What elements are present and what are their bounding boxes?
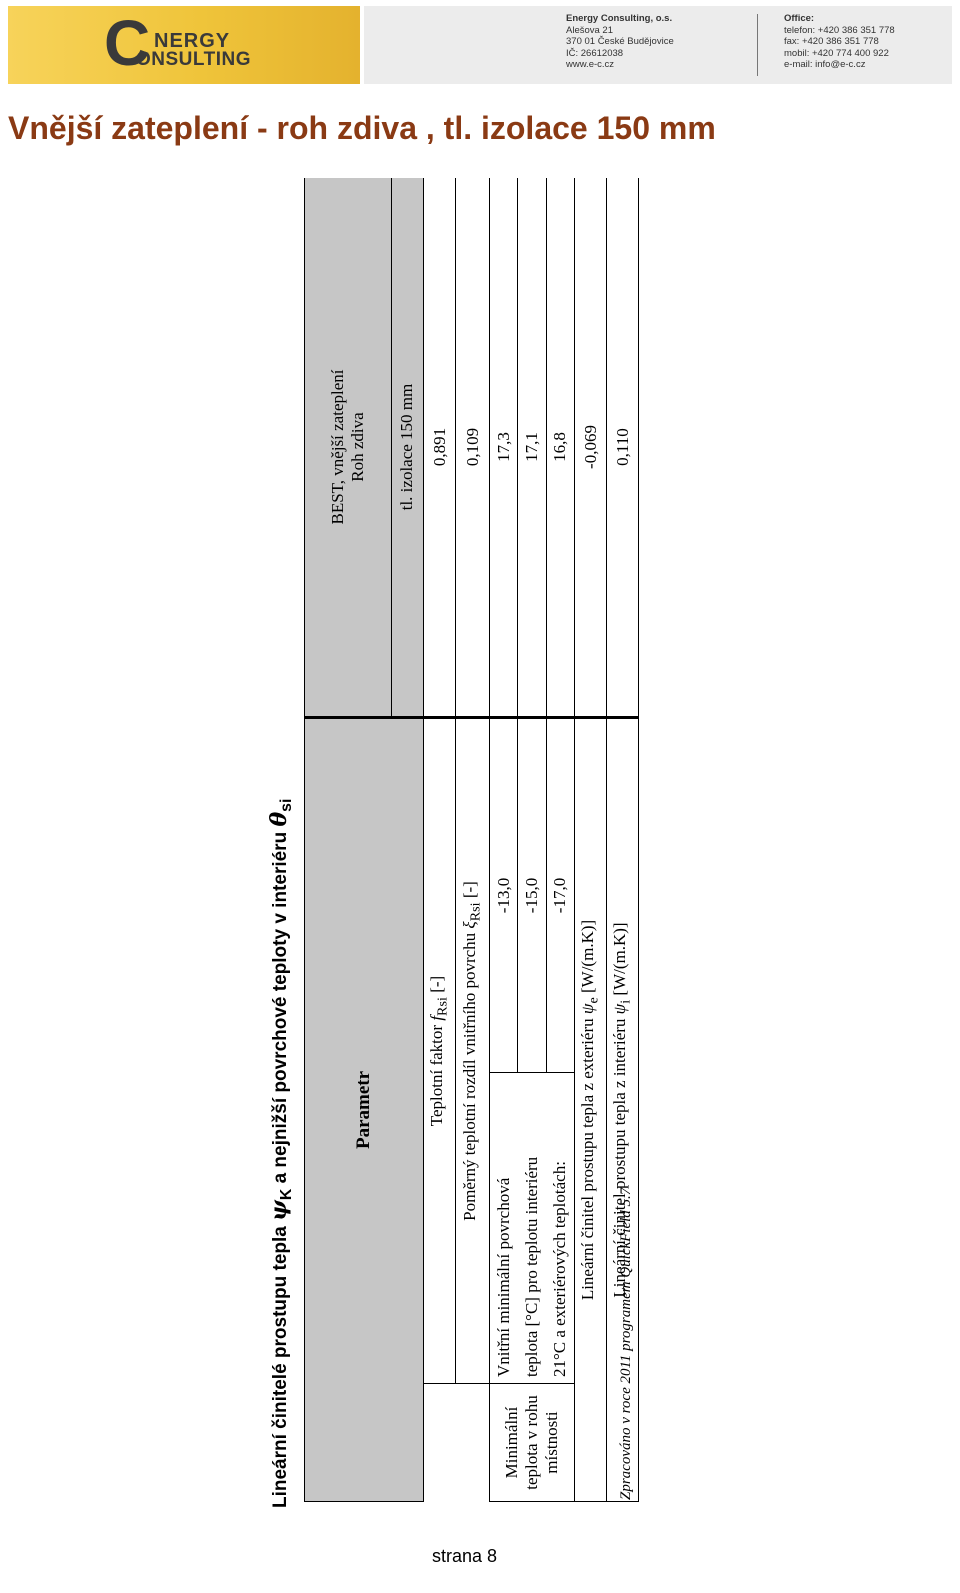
company-web: www.e-c.cz [566, 59, 615, 70]
group-description-line1: Vnitřní minimální povrchová [494, 1177, 513, 1377]
office-mobile: mobil: +420 774 400 922 [784, 47, 889, 59]
column-header-line1: BEST, vnější zateplení [327, 369, 347, 525]
figure-heading-middle: a nejnižší povrchové teploty v interiéru [270, 826, 291, 1189]
group-description-line3: 21°C a exteriérových teplotách: [550, 1161, 569, 1377]
row-value: 16,8 [546, 178, 574, 718]
company-address-line2: 370 01 České Budějovice [566, 36, 674, 47]
row-label-text: Lineární činitel prostupu tepla z exteriéru [578, 1014, 598, 1301]
page-number: strana 8 [432, 1546, 498, 1566]
param-header: Parametr [305, 718, 424, 1502]
office-fax: fax: +420 386 351 778 [784, 36, 879, 47]
group-description-line2: teplota [°C] pro teplotu interiéru [522, 1156, 541, 1377]
psi-k-subscript: K [277, 1188, 295, 1201]
psi-k-symbol: ψ [266, 1200, 292, 1221]
row-unit: [W/(m.K)] [610, 922, 630, 1000]
table-row [490, 178, 518, 1502]
row-label [456, 718, 490, 1384]
empty-cell [424, 1384, 490, 1502]
theta-symbol: θ [266, 811, 292, 827]
parameter-table [304, 178, 639, 1502]
office-contacts [784, 13, 895, 71]
temperature-cell: -13,0 [490, 718, 518, 1073]
row-value: 0,891 [424, 178, 456, 718]
temperature-cell: -15,0 [518, 718, 546, 1073]
company-name: Energy Consulting, o.s. [566, 13, 673, 24]
row-value: 0,110 [607, 178, 639, 718]
column-subheader: tl. izolace 150 mm [391, 178, 423, 718]
company-logo [8, 6, 360, 84]
row-label [575, 718, 607, 1502]
row-unit: [-] [427, 975, 447, 998]
row-label-text: Poměrný teplotní rozdíl vnitřního povrchu [460, 928, 480, 1221]
row-value: 17,1 [518, 178, 546, 718]
row-value: -0,069 [575, 178, 607, 718]
group-label-line3: místnosti [542, 1411, 561, 1474]
figure-heading [266, 188, 296, 1508]
row-label-text: Lineární činitel prostupu tepla z interiéru [610, 1014, 630, 1298]
theta-subscript: si [277, 798, 295, 812]
logo-letter-c: C [104, 7, 151, 79]
column-header-line2: Roh zdiva [347, 412, 367, 482]
group-label-line2: teplota v rohu [522, 1395, 541, 1490]
rotated-table-figure [262, 178, 644, 1508]
row-subscript: Rsi [467, 902, 484, 922]
contact-divider [757, 14, 758, 76]
group-label-line1: Minimální [502, 1406, 521, 1479]
row-subscript: Rsi [434, 997, 451, 1016]
company-ic: IČ: 26612038 [566, 47, 624, 59]
row-symbol: ξ [460, 921, 480, 929]
row-symbol: ψ [578, 1003, 598, 1015]
row-symbol: f [427, 1015, 447, 1021]
row-value: 0,109 [456, 178, 490, 718]
row-unit: [-] [460, 881, 480, 903]
logo-word-consulting: ONSULTING [136, 49, 251, 70]
company-address-line1: Alešova 21 [566, 24, 614, 36]
table-row [456, 178, 490, 1502]
row-label [424, 718, 456, 1384]
office-phone: telefon: +420 386 351 778 [784, 24, 895, 36]
page-title: Vnější zateplení - roh zdiva , tl. izolace 150 mm [8, 110, 716, 146]
page-header [8, 6, 952, 84]
office-label: Office: [784, 13, 815, 24]
group-label [490, 1384, 575, 1502]
rotated-content [262, 178, 644, 1508]
table-row [575, 178, 607, 1502]
office-email: e-mail: info@e-c.cz [784, 59, 866, 70]
row-symbol: ψ [610, 1003, 630, 1015]
company-address [566, 13, 674, 71]
row-label-text: Teplotní faktor [427, 1020, 447, 1127]
figure-heading-prefix: Lineární činitelé prostupu tepla [270, 1220, 291, 1508]
logo-word-energy: NERGY [154, 30, 231, 52]
temperature-cell: -17,0 [546, 718, 574, 1073]
table-row [424, 178, 456, 1502]
table-header-row [305, 178, 392, 1502]
row-subscript: i [617, 999, 634, 1004]
row-unit: [W/(m.K)] [578, 919, 598, 998]
group-description [490, 1073, 575, 1384]
row-value: 17,3 [490, 178, 518, 718]
column-header [305, 178, 392, 718]
row-subscript: e [585, 997, 602, 1004]
contact-panel [364, 6, 952, 84]
table-footnote: Zpracováno v roce 2011 programem QuickField 5.7 [618, 1187, 634, 1500]
